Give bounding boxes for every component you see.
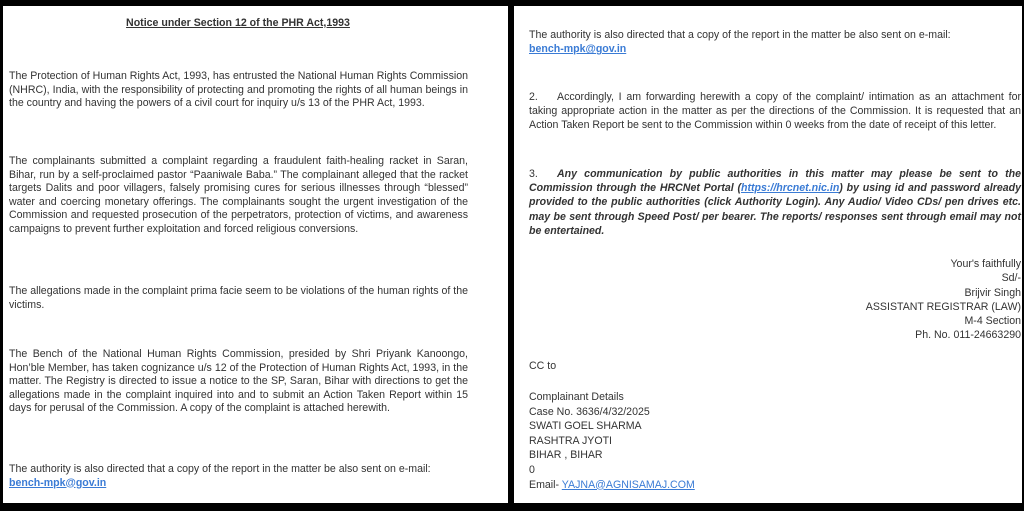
- case-number: Case No. 3636/4/32/2025: [529, 405, 650, 418]
- paragraph-bench: The Bench of the National Human Rights Commission, presided by Shri Priyank Kanoongo, Hon’ble Member, has taken cognizance u/s 12 of the Protection of Human Rights Act, 1993, in the matter. The Registry is directed to issue a notice to the SP, Saran, Bihar with directions to get the allegations made in the complaint inquired into and to submit an Action Taken Report within 15 days for perusal of the Commission. A copy of the complaint is attached herewith.: [9, 348, 468, 414]
- right-page: [514, 6, 1022, 503]
- paragraph-2-text: Accordingly, I am forwarding herewith a copy of the complaint/ intimation as an attachment for taking appropriate action in the matter as per the directions of the Commission. It is requested that an Action Taken Report be sent to the Commission within 0 weeks from the date of receipt of this letter.: [529, 91, 1021, 132]
- cc-label: CC to: [529, 360, 557, 372]
- paragraph-3: [529, 167, 1021, 238]
- notice-title: Notice under Section 12 of the PHR Act,1993: [126, 17, 350, 29]
- email-label: Email-: [529, 478, 562, 491]
- complainant-details: [529, 390, 695, 492]
- signature-block: [866, 257, 1021, 343]
- hrcnet-portal-link[interactable]: https://hrcnet.nic.in: [741, 182, 840, 195]
- left-page: [3, 6, 508, 503]
- signatory-name: Brijvir Singh: [964, 286, 1021, 299]
- signed: Sd/-: [1001, 272, 1021, 285]
- paragraph-2: [529, 90, 1021, 133]
- email-direction-text: The authority is also directed that a copy of the report in the matter be also sent on e-mail:: [9, 463, 431, 475]
- paragraph-number: 3.: [529, 168, 538, 180]
- complainant-org: RASHTRA JYOTI: [529, 434, 612, 447]
- paragraph-complaint: The complainants submitted a complaint regarding a fraudulent faith-healing racket in Saran, Bihar, run by a self-proclaimed pastor “Paaniwale Baba.” The complainant alleged that the racket targets Dalits and poor villagers, falsely promising cures for serious illnesses through “blessed” water and coercing monetary offerings. The complainants sought the urgent investigation of the Commission and requested prosecution of the perpetrators, protection of victims, and awareness campaigns to prevent further exploitation and forced religious conversions.: [9, 155, 468, 235]
- complainant-location: BIHAR , BIHAR: [529, 449, 603, 462]
- paragraph-email-direction: [9, 463, 468, 490]
- complainant-email-row: [529, 478, 695, 493]
- paragraph-3-text-cont: ) by using id and password already provided to the public authorities (click Authority Login). Any Audio/ Video CDs/ pen drives etc. may be sent through Speed Post/ per bearer. The reports/ responses sent through email may not be entertained.: [529, 182, 1021, 237]
- complainant-email-link[interactable]: YAJNA@AGNISAMAJ.COM: [561, 478, 695, 491]
- complainant-heading: Complainant Details: [529, 391, 624, 403]
- complainant-pin: 0: [529, 463, 535, 476]
- complainant-name: SWATI GOEL SHARMA: [529, 420, 642, 433]
- paragraph-allegations: The allegations made in the complaint prima facie seem to be violations of the human rights of the victims.: [9, 285, 468, 311]
- bench-email-link[interactable]: bench-mpk@gov.in: [9, 476, 107, 489]
- closing: Your's faithfully: [950, 258, 1021, 270]
- bench-email-link[interactable]: bench-mpk@gov.in: [529, 43, 627, 56]
- paragraph-3-text: Any communication by public authorities in this matter may please be sent to the Commission through the HRCNet Portal (: [529, 168, 1021, 195]
- designation: ASSISTANT REGISTRAR (LAW): [865, 300, 1021, 313]
- phone: Ph. No. 011-24663290: [915, 329, 1021, 342]
- paragraph-intro: The Protection of Human Rights Act, 1993, has entrusted the National Human Rights Commission (NHRC), India, with the responsibility of protecting and promoting the rights of all human beings in the country and having the powers of a civil court for inquiry u/s 13 of the PHR Act, 1993.: [9, 70, 468, 109]
- paragraph-email-direction-continued: [529, 28, 1021, 56]
- section: M-4 Section: [964, 315, 1021, 328]
- email-direction-text: The authority is also directed that a copy of the report in the matter be also sent on e-mail:: [529, 29, 951, 41]
- paragraph-number: 2.: [529, 91, 538, 103]
